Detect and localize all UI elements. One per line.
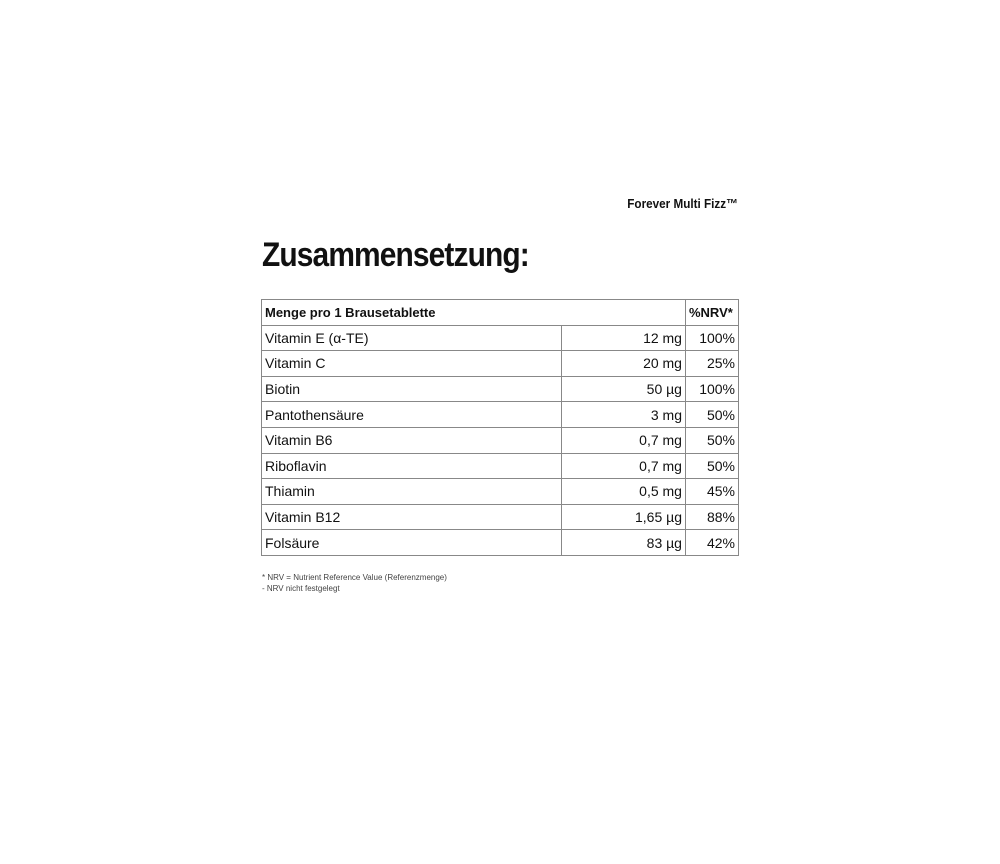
nutrient-nrv: 42% [685, 530, 738, 556]
table-row [262, 479, 739, 505]
table-row [262, 427, 739, 453]
footnote: - NRV nicht festgelegt [262, 584, 340, 593]
nutrient-name: Vitamin B6 [262, 427, 562, 453]
nutrient-amount: 3 mg [562, 402, 686, 428]
nutrient-nrv: 100% [685, 376, 738, 402]
nutrient-name: Riboflavin [262, 453, 562, 479]
nutrient-amount: 83 µg [562, 530, 686, 556]
table-row [262, 376, 739, 402]
nutrient-nrv: 45% [685, 479, 738, 505]
nutrient-name: Vitamin B12 [262, 504, 562, 530]
nutrient-name: Thiamin [262, 479, 562, 505]
nutrient-nrv: 88% [685, 504, 738, 530]
table-header [262, 300, 739, 326]
nutrient-name: Vitamin C [262, 351, 562, 377]
nutrient-name: Pantothensäure [262, 402, 562, 428]
nutrient-amount: 1,65 µg [562, 504, 686, 530]
nutrient-amount: 0,7 mg [562, 427, 686, 453]
nutrient-nrv: 50% [685, 427, 738, 453]
nutrient-amount: 0,5 mg [562, 479, 686, 505]
table-row [262, 530, 739, 556]
nutrient-nrv: 25% [685, 351, 738, 377]
footnote: * NRV = Nutrient Reference Value (Referenzmenge) [262, 573, 447, 582]
product-name: Forever Multi Fizz™ [627, 196, 738, 211]
nutrient-name: Vitamin E (α-TE) [262, 325, 562, 351]
nutrient-amount: 20 mg [562, 351, 686, 377]
table-row [262, 325, 739, 351]
page-title: Zusammensetzung: [262, 236, 529, 274]
table-row [262, 402, 739, 428]
nutrient-amount: 50 µg [562, 376, 686, 402]
footnotes [262, 572, 447, 594]
table-row [262, 504, 739, 530]
nutrient-name: Folsäure [262, 530, 562, 556]
nutrient-nrv: 50% [685, 453, 738, 479]
header-label: Menge pro 1 Brausetablette [262, 300, 686, 326]
nutrient-nrv: 50% [685, 402, 738, 428]
table-row [262, 453, 739, 479]
table-row [262, 351, 739, 377]
nutrient-amount: 0,7 mg [562, 453, 686, 479]
nutrient-name: Biotin [262, 376, 562, 402]
nutrient-amount: 12 mg [562, 325, 686, 351]
header-nrv: %NRV* [685, 300, 738, 326]
nutrition-table [261, 299, 739, 556]
nutrient-nrv: 100% [685, 325, 738, 351]
